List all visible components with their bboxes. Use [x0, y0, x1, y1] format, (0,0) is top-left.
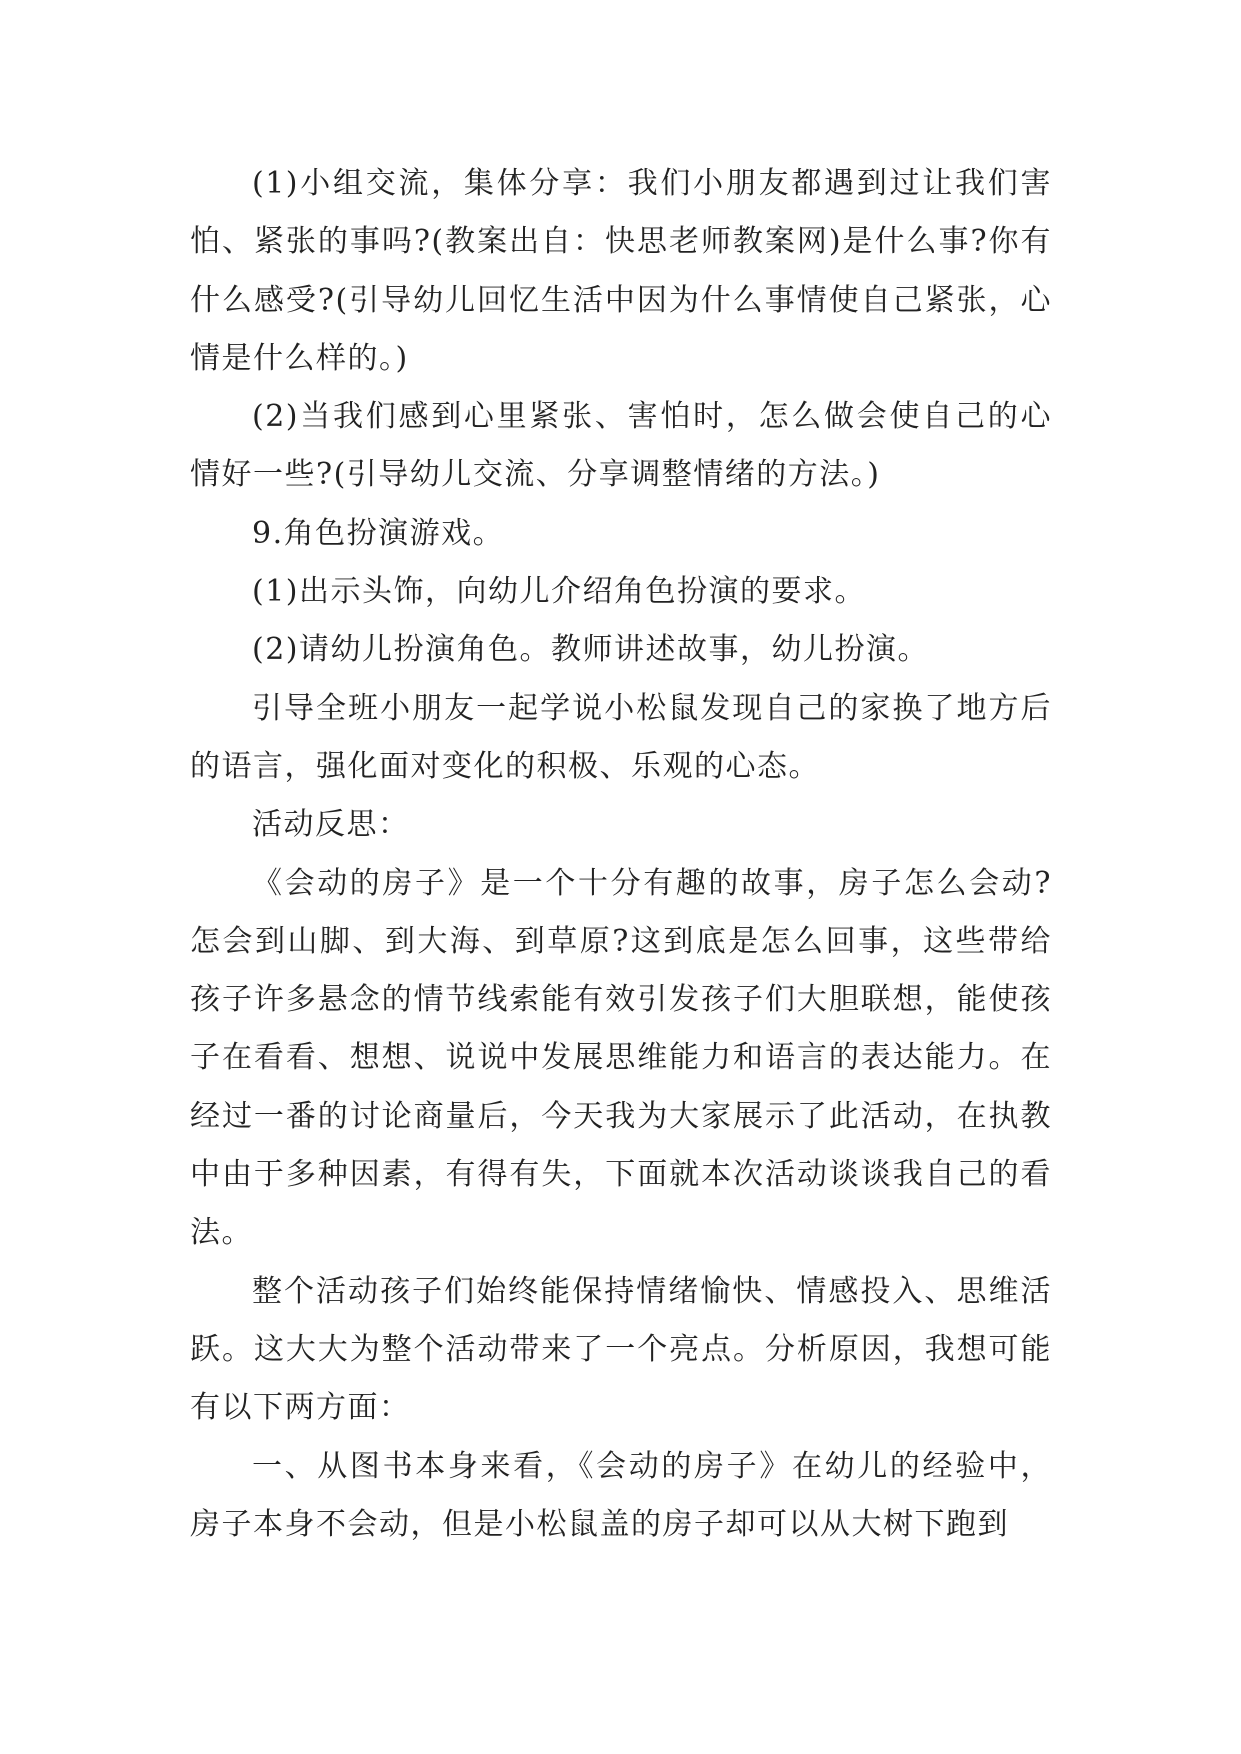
- paragraph-calm-methods: (2)当我们感到心里紧张、害怕时，怎么做会使自己的心情好一些?(引导幼儿交流、分享调整情绪的方法。): [190, 399, 1052, 493]
- paragraph-group-discussion: (1)小组交流，集体分享：我们小朋友都遇到过让我们害怕、紧张的事吗?(教案出自：快思老师教案网)是什么事?你有什么感受?(引导幼儿回忆生活中因为什么事情使自己紧张，心情是什么样的。): [190, 166, 1052, 376]
- paragraph-first-aspect: 一、从图书本身来看，《会动的房子》在幼儿的经验中，房子本身不会动，但是小松鼠盖的房子却可以从大树下跑到: [190, 1448, 1052, 1542]
- paragraph-reflection-heading: 活动反思：: [252, 807, 410, 843]
- paragraph-guide-class: 引导全班小朋友一起学说小松鼠发现自己的家换了地方后的语言，强化面对变化的积极、乐观的心态。: [190, 690, 1052, 784]
- document-page: [190, 155, 1052, 1554]
- paragraph-act-roles: (2)请幼儿扮演角色。教师讲述故事，幼儿扮演。: [252, 632, 929, 668]
- paragraph-reflection-story: 《会动的房子》是一个十分有趣的故事，房子怎么会动?怎会到山脚、到大海、到草原?这到底是怎么回事，这些带给孩子许多悬念的情节线索能有效引发孩子们大胆联想，能使孩子在看看、想想、说说中发展思维能力和语言的表达能力。在经过一番的讨论商量后，今天我为大家展示了此活动，在执教中由于多种因素，有得有失，下面就本次活动谈谈我自己的看法。: [190, 865, 1052, 1251]
- paragraph-role-play-heading: 9.角色扮演游戏。: [252, 515, 505, 551]
- paragraph-whole-activity: 整个活动孩子们始终能保持情绪愉快、情感投入、思维活跃。这大大为整个活动带来了一个亮点。分析原因，我想可能有以下两方面：: [190, 1273, 1052, 1426]
- paragraph-show-headwear: (1)出示头饰，向幼儿介绍角色扮演的要求。: [252, 574, 866, 610]
